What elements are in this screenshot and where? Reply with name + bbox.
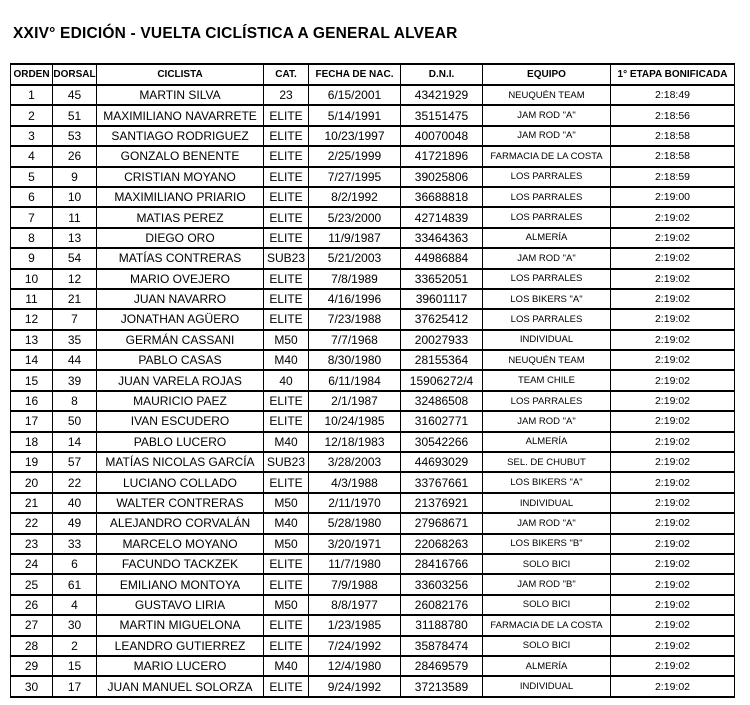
cell-fecha-nac: 5/28/1980 xyxy=(309,513,401,533)
cell-cat: ELITE xyxy=(264,126,309,146)
column-header-orden: ORDEN xyxy=(11,64,53,85)
cell-ciclista: PABLO CASAS xyxy=(97,350,264,370)
table-row xyxy=(11,187,735,207)
table-row xyxy=(11,493,735,513)
cell-fecha-nac: 6/11/1984 xyxy=(309,370,401,390)
cell-dni: 28469579 xyxy=(401,656,483,676)
cell-etapa-bonificada: 2:19:02 xyxy=(611,493,735,513)
cell-etapa-bonificada: 2:19:02 xyxy=(611,432,735,452)
cell-fecha-nac: 12/4/1980 xyxy=(309,656,401,676)
cell-cat: ELITE xyxy=(264,411,309,431)
column-header-dni: D.N.I. xyxy=(401,64,483,85)
cell-dorsal: 4 xyxy=(53,595,97,615)
cell-dni: 39601117 xyxy=(401,289,483,309)
cell-orden: 24 xyxy=(11,554,53,574)
cell-etapa-bonificada: 2:19:02 xyxy=(611,636,735,656)
cell-orden: 16 xyxy=(11,391,53,411)
cell-etapa-bonificada: 2:18:56 xyxy=(611,105,735,125)
cell-orden: 21 xyxy=(11,493,53,513)
cell-cat: ELITE xyxy=(264,309,309,329)
table-row xyxy=(11,207,735,227)
cell-orden: 19 xyxy=(11,452,53,472)
table-row xyxy=(11,228,735,248)
cell-equipo: LOS PARRALES xyxy=(483,309,611,329)
cell-dorsal: 61 xyxy=(53,574,97,594)
cell-orden: 2 xyxy=(11,105,53,125)
cell-equipo: SOLO BICI xyxy=(483,636,611,656)
cell-dorsal: 7 xyxy=(53,309,97,329)
cell-ciclista: DIEGO ORO xyxy=(97,228,264,248)
table-row xyxy=(11,350,735,370)
cell-equipo: ALMERÍA xyxy=(483,228,611,248)
cell-orden: 28 xyxy=(11,636,53,656)
cell-equipo: LOS PARRALES xyxy=(483,207,611,227)
cell-dni: 37213589 xyxy=(401,676,483,696)
table-row xyxy=(11,472,735,492)
cell-dni: 42714839 xyxy=(401,207,483,227)
cell-dorsal: 39 xyxy=(53,370,97,390)
cell-ciclista: JUAN VARELA ROJAS xyxy=(97,370,264,390)
cell-dorsal: 14 xyxy=(53,432,97,452)
cell-equipo: INDIVIDUAL xyxy=(483,493,611,513)
cell-ciclista: CRISTIAN MOYANO xyxy=(97,167,264,187)
cell-dorsal: 50 xyxy=(53,411,97,431)
cell-ciclista: MARTIN MIGUELONA xyxy=(97,615,264,635)
cell-equipo: LOS PARRALES xyxy=(483,167,611,187)
cell-ciclista: JUAN NAVARRO xyxy=(97,289,264,309)
cell-fecha-nac: 4/16/1996 xyxy=(309,289,401,309)
table-row xyxy=(11,615,735,635)
cell-dni: 21376921 xyxy=(401,493,483,513)
cell-dni: 33652051 xyxy=(401,269,483,289)
cell-orden: 22 xyxy=(11,513,53,533)
cell-ciclista: EMILIANO MONTOYA xyxy=(97,574,264,594)
table-row xyxy=(11,513,735,533)
cell-etapa-bonificada: 2:19:02 xyxy=(611,370,735,390)
table-row xyxy=(11,391,735,411)
cell-dni: 35878474 xyxy=(401,636,483,656)
cell-cat: ELITE xyxy=(264,228,309,248)
cell-orden: 26 xyxy=(11,595,53,615)
cell-etapa-bonificada: 2:19:02 xyxy=(611,207,735,227)
cell-dni: 27968671 xyxy=(401,513,483,533)
cell-etapa-bonificada: 2:19:02 xyxy=(611,248,735,268)
cell-ciclista: MATÍAS CONTRERAS xyxy=(97,248,264,268)
cell-orden: 9 xyxy=(11,248,53,268)
cell-cat: ELITE xyxy=(264,146,309,166)
cell-dni: 31188780 xyxy=(401,615,483,635)
cell-cat: M50 xyxy=(264,330,309,350)
cell-fecha-nac: 9/24/1992 xyxy=(309,676,401,696)
cell-fecha-nac: 6/15/2001 xyxy=(309,85,401,105)
cell-fecha-nac: 7/23/1988 xyxy=(309,309,401,329)
cell-ciclista: WALTER CONTRERAS xyxy=(97,493,264,513)
cell-fecha-nac: 5/23/2000 xyxy=(309,207,401,227)
cell-ciclista: GONZALO BENENTE xyxy=(97,146,264,166)
table-row xyxy=(11,554,735,574)
cell-dorsal: 10 xyxy=(53,187,97,207)
page-title: XXIV° EDICIÓN - VUELTA CICLÍSTICA A GENERAL ALVEAR xyxy=(13,25,458,42)
cell-orden: 17 xyxy=(11,411,53,431)
cell-equipo: JAM ROD "A" xyxy=(483,513,611,533)
cell-dorsal: 53 xyxy=(53,126,97,146)
column-header-dorsal: DORSAL xyxy=(53,64,97,85)
cell-cat: ELITE xyxy=(264,472,309,492)
cell-ciclista: JUAN MANUEL SOLORZA xyxy=(97,676,264,696)
cell-ciclista: LUCIANO COLLADO xyxy=(97,472,264,492)
cell-dorsal: 26 xyxy=(53,146,97,166)
table-row xyxy=(11,248,735,268)
cell-equipo: INDIVIDUAL xyxy=(483,330,611,350)
cell-fecha-nac: 8/30/1980 xyxy=(309,350,401,370)
cell-dni: 33767661 xyxy=(401,472,483,492)
cell-orden: 7 xyxy=(11,207,53,227)
cell-dorsal: 44 xyxy=(53,350,97,370)
table-row xyxy=(11,370,735,390)
cell-dorsal: 9 xyxy=(53,167,97,187)
cell-fecha-nac: 2/11/1970 xyxy=(309,493,401,513)
cell-dorsal: 6 xyxy=(53,554,97,574)
cell-dorsal: 54 xyxy=(53,248,97,268)
cell-dni: 36688818 xyxy=(401,187,483,207)
cell-dorsal: 12 xyxy=(53,269,97,289)
cell-dorsal: 35 xyxy=(53,330,97,350)
cell-dni: 32486508 xyxy=(401,391,483,411)
cell-dni: 40070048 xyxy=(401,126,483,146)
cell-equipo: NEUQUÉN TEAM xyxy=(483,350,611,370)
cell-ciclista: MAURICIO PAEZ xyxy=(97,391,264,411)
cell-dni: 30542266 xyxy=(401,432,483,452)
cell-ciclista: MARTIN SILVA xyxy=(97,85,264,105)
cell-fecha-nac: 7/7/1968 xyxy=(309,330,401,350)
cell-equipo: LOS PARRALES xyxy=(483,391,611,411)
cell-orden: 23 xyxy=(11,534,53,554)
table-row xyxy=(11,636,735,656)
cell-etapa-bonificada: 2:19:02 xyxy=(611,513,735,533)
cell-ciclista: JONATHAN AGÜERO xyxy=(97,309,264,329)
cell-equipo: JAM ROD "B" xyxy=(483,574,611,594)
cell-equipo: LOS PARRALES xyxy=(483,269,611,289)
cell-cat: ELITE xyxy=(264,676,309,696)
column-header-ciclista: CICLISTA xyxy=(97,64,264,85)
cell-orden: 11 xyxy=(11,289,53,309)
cell-cat: M50 xyxy=(264,595,309,615)
cell-fecha-nac: 10/24/1985 xyxy=(309,411,401,431)
cell-dni: 22068263 xyxy=(401,534,483,554)
cell-ciclista: MATÍAS NICOLAS GARCÍA xyxy=(97,452,264,472)
cell-orden: 29 xyxy=(11,656,53,676)
cell-ciclista: GUSTAVO LIRIA xyxy=(97,595,264,615)
table-row xyxy=(11,167,735,187)
cell-dorsal: 21 xyxy=(53,289,97,309)
cell-cat: ELITE xyxy=(264,615,309,635)
cell-ciclista: IVAN ESCUDERO xyxy=(97,411,264,431)
cell-dorsal: 51 xyxy=(53,105,97,125)
table-row xyxy=(11,676,735,696)
cell-orden: 27 xyxy=(11,615,53,635)
cell-ciclista: LEANDRO GUTIERREZ xyxy=(97,636,264,656)
cell-etapa-bonificada: 2:19:02 xyxy=(611,656,735,676)
cell-equipo: JAM ROD "A" xyxy=(483,126,611,146)
cell-dorsal: 49 xyxy=(53,513,97,533)
cell-etapa-bonificada: 2:18:49 xyxy=(611,85,735,105)
cell-etapa-bonificada: 2:19:02 xyxy=(611,554,735,574)
cell-etapa-bonificada: 2:19:02 xyxy=(611,574,735,594)
table-row xyxy=(11,452,735,472)
cell-dni: 20027933 xyxy=(401,330,483,350)
cell-dorsal: 57 xyxy=(53,452,97,472)
cell-orden: 30 xyxy=(11,676,53,696)
cell-etapa-bonificada: 2:18:58 xyxy=(611,146,735,166)
cell-orden: 4 xyxy=(11,146,53,166)
cell-dni: 15906272/4 xyxy=(401,370,483,390)
cell-fecha-nac: 7/8/1989 xyxy=(309,269,401,289)
cell-dorsal: 15 xyxy=(53,656,97,676)
cell-cat: ELITE xyxy=(264,554,309,574)
cell-equipo: NEUQUÉN TEAM xyxy=(483,85,611,105)
cell-dorsal: 33 xyxy=(53,534,97,554)
cell-equipo: LOS PARRALES xyxy=(483,187,611,207)
table-header xyxy=(11,64,735,85)
cell-orden: 20 xyxy=(11,472,53,492)
cell-orden: 5 xyxy=(11,167,53,187)
table-row xyxy=(11,269,735,289)
cell-equipo: TEAM CHILE xyxy=(483,370,611,390)
cell-etapa-bonificada: 2:19:02 xyxy=(611,452,735,472)
cell-etapa-bonificada: 2:19:00 xyxy=(611,187,735,207)
cell-equipo: ALMERÍA xyxy=(483,432,611,452)
cell-dni: 33603256 xyxy=(401,574,483,594)
cell-fecha-nac: 8/8/1977 xyxy=(309,595,401,615)
cell-fecha-nac: 7/9/1988 xyxy=(309,574,401,594)
cell-cat: SUB23 xyxy=(264,248,309,268)
cell-cat: ELITE xyxy=(264,207,309,227)
cell-etapa-bonificada: 2:19:02 xyxy=(611,615,735,635)
cell-etapa-bonificada: 2:19:02 xyxy=(611,472,735,492)
results-table xyxy=(10,63,735,698)
cell-orden: 15 xyxy=(11,370,53,390)
cell-equipo: FARMACIA DE LA COSTA xyxy=(483,146,611,166)
cell-cat: ELITE xyxy=(264,574,309,594)
cell-equipo: ALMERÍA xyxy=(483,656,611,676)
table-row xyxy=(11,146,735,166)
cell-etapa-bonificada: 2:19:02 xyxy=(611,411,735,431)
cell-dorsal: 8 xyxy=(53,391,97,411)
cell-orden: 14 xyxy=(11,350,53,370)
cell-dni: 28155364 xyxy=(401,350,483,370)
table-row xyxy=(11,126,735,146)
table-row xyxy=(11,330,735,350)
cell-ciclista: PABLO LUCERO xyxy=(97,432,264,452)
table-row xyxy=(11,85,735,105)
cell-etapa-bonificada: 2:19:02 xyxy=(611,534,735,554)
cell-cat: ELITE xyxy=(264,391,309,411)
cell-dorsal: 11 xyxy=(53,207,97,227)
cell-fecha-nac: 8/2/1992 xyxy=(309,187,401,207)
cell-fecha-nac: 2/25/1999 xyxy=(309,146,401,166)
cell-equipo: LOS BIKERS "B" xyxy=(483,534,611,554)
cell-dni: 43421929 xyxy=(401,85,483,105)
cell-dorsal: 45 xyxy=(53,85,97,105)
cell-equipo: JAM ROD "A" xyxy=(483,411,611,431)
cell-dorsal: 40 xyxy=(53,493,97,513)
cell-fecha-nac: 5/21/2003 xyxy=(309,248,401,268)
cell-ciclista: MARIO LUCERO xyxy=(97,656,264,676)
cell-etapa-bonificada: 2:19:02 xyxy=(611,228,735,248)
table-row xyxy=(11,411,735,431)
cell-orden: 6 xyxy=(11,187,53,207)
cell-cat: M40 xyxy=(264,350,309,370)
cell-orden: 13 xyxy=(11,330,53,350)
cell-orden: 3 xyxy=(11,126,53,146)
cell-dni: 39025806 xyxy=(401,167,483,187)
cell-equipo: LOS BIKERS "A" xyxy=(483,472,611,492)
cell-ciclista: MARCELO MOYANO xyxy=(97,534,264,554)
cell-cat: ELITE xyxy=(264,187,309,207)
cell-dni: 44986884 xyxy=(401,248,483,268)
cell-orden: 18 xyxy=(11,432,53,452)
cell-cat: M50 xyxy=(264,493,309,513)
cell-ciclista: SANTIAGO RODRIGUEZ xyxy=(97,126,264,146)
table-row xyxy=(11,534,735,554)
cell-fecha-nac: 5/14/1991 xyxy=(309,105,401,125)
table-row xyxy=(11,105,735,125)
cell-ciclista: MARIO OVEJERO xyxy=(97,269,264,289)
cell-cat: M40 xyxy=(264,432,309,452)
table-row xyxy=(11,656,735,676)
cell-dni: 31602771 xyxy=(401,411,483,431)
cell-cat: ELITE xyxy=(264,167,309,187)
cell-etapa-bonificada: 2:19:02 xyxy=(611,391,735,411)
column-header-fecha-nac: FECHA DE NAC. xyxy=(309,64,401,85)
header-row xyxy=(11,64,735,85)
cell-equipo: LOS BIKERS "A" xyxy=(483,289,611,309)
cell-fecha-nac: 7/24/1992 xyxy=(309,636,401,656)
cell-etapa-bonificada: 2:19:02 xyxy=(611,676,735,696)
table-body xyxy=(11,85,735,697)
cell-dni: 41721896 xyxy=(401,146,483,166)
cell-dorsal: 2 xyxy=(53,636,97,656)
cell-dorsal: 17 xyxy=(53,676,97,696)
cell-dorsal: 22 xyxy=(53,472,97,492)
cell-orden: 1 xyxy=(11,85,53,105)
cell-equipo: SEL. DE CHUBUT xyxy=(483,452,611,472)
cell-equipo: JAM ROD "A" xyxy=(483,105,611,125)
cell-orden: 12 xyxy=(11,309,53,329)
cell-ciclista: FACUNDO TACKZEK xyxy=(97,554,264,574)
cell-equipo: INDIVIDUAL xyxy=(483,676,611,696)
cell-dni: 26082176 xyxy=(401,595,483,615)
cell-etapa-bonificada: 2:19:02 xyxy=(611,330,735,350)
cell-ciclista: MAXIMILIANO NAVARRETE xyxy=(97,105,264,125)
cell-fecha-nac: 12/18/1983 xyxy=(309,432,401,452)
cell-dni: 33464363 xyxy=(401,228,483,248)
cell-etapa-bonificada: 2:19:02 xyxy=(611,595,735,615)
cell-ciclista: GERMÁN CASSANI xyxy=(97,330,264,350)
cell-etapa-bonificada: 2:18:59 xyxy=(611,167,735,187)
cell-cat: M40 xyxy=(264,513,309,533)
cell-equipo: FARMACIA DE LA COSTA xyxy=(483,615,611,635)
cell-fecha-nac: 3/28/2003 xyxy=(309,452,401,472)
cell-etapa-bonificada: 2:19:02 xyxy=(611,269,735,289)
cell-etapa-bonificada: 2:19:02 xyxy=(611,350,735,370)
cell-etapa-bonificada: 2:19:02 xyxy=(611,289,735,309)
cell-cat: M50 xyxy=(264,534,309,554)
cell-dorsal: 30 xyxy=(53,615,97,635)
column-header-cat: CAT. xyxy=(264,64,309,85)
cell-dni: 28416766 xyxy=(401,554,483,574)
cell-etapa-bonificada: 2:19:02 xyxy=(611,309,735,329)
table-row xyxy=(11,309,735,329)
cell-cat: ELITE xyxy=(264,269,309,289)
cell-fecha-nac: 11/9/1987 xyxy=(309,228,401,248)
cell-equipo: SOLO BICI xyxy=(483,554,611,574)
column-header-equipo: EQUIPO xyxy=(483,64,611,85)
cell-cat: SUB23 xyxy=(264,452,309,472)
cell-ciclista: MAXIMILIANO PRIARIO xyxy=(97,187,264,207)
cell-ciclista: ALEJANDRO CORVALÁN xyxy=(97,513,264,533)
cell-cat: ELITE xyxy=(264,636,309,656)
cell-fecha-nac: 10/23/1997 xyxy=(309,126,401,146)
cell-dorsal: 13 xyxy=(53,228,97,248)
cell-fecha-nac: 7/27/1995 xyxy=(309,167,401,187)
cell-fecha-nac: 2/1/1987 xyxy=(309,391,401,411)
column-header-etapa-bonificada: 1° ETAPA BONIFICADA xyxy=(611,64,735,85)
cell-equipo: JAM ROD "A" xyxy=(483,248,611,268)
cell-fecha-nac: 3/20/1971 xyxy=(309,534,401,554)
cell-fecha-nac: 1/23/1985 xyxy=(309,615,401,635)
cell-equipo: SOLO BICI xyxy=(483,595,611,615)
cell-cat: ELITE xyxy=(264,289,309,309)
cell-dni: 37625412 xyxy=(401,309,483,329)
table-row xyxy=(11,574,735,594)
cell-cat: 40 xyxy=(264,370,309,390)
cell-cat: ELITE xyxy=(264,105,309,125)
cell-dni: 44693029 xyxy=(401,452,483,472)
cell-cat: 23 xyxy=(264,85,309,105)
cell-orden: 8 xyxy=(11,228,53,248)
cell-etapa-bonificada: 2:18:58 xyxy=(611,126,735,146)
table-row xyxy=(11,595,735,615)
cell-cat: M40 xyxy=(264,656,309,676)
cell-ciclista: MATIAS PEREZ xyxy=(97,207,264,227)
cell-orden: 25 xyxy=(11,574,53,594)
cell-fecha-nac: 4/3/1988 xyxy=(309,472,401,492)
table-row xyxy=(11,432,735,452)
table-row xyxy=(11,289,735,309)
cell-fecha-nac: 11/7/1980 xyxy=(309,554,401,574)
cell-dni: 35151475 xyxy=(401,105,483,125)
cell-orden: 10 xyxy=(11,269,53,289)
